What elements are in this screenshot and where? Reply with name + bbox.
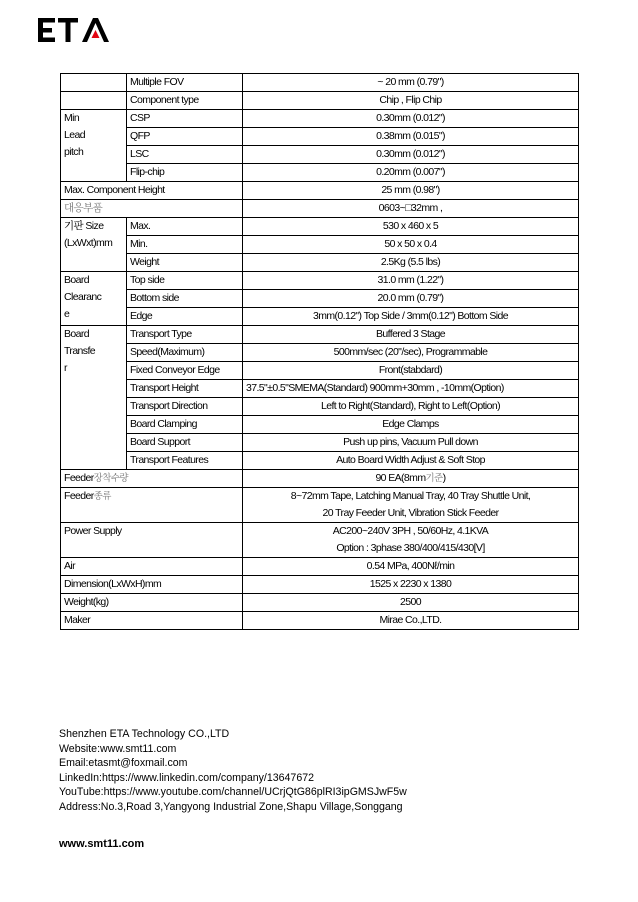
spec-value: 25 mm (0.98") (243, 182, 579, 200)
spec-label: Weight (127, 254, 243, 272)
table-row (61, 398, 579, 416)
spec-label: Feeder장착수량 (61, 470, 243, 488)
min-lead-pitch-label: Min Lead pitch (61, 110, 127, 182)
spec-label: Multiple FOV (127, 74, 243, 92)
spec-label: Bottom side (127, 290, 243, 308)
spec-value: 50 x 50 x 0.4 (243, 236, 579, 254)
spec-table (60, 73, 579, 630)
spec-label: Min. (127, 236, 243, 254)
spec-label: Max. (127, 218, 243, 236)
spec-label: CSP (127, 110, 243, 128)
spec-value: 2500 (243, 594, 579, 612)
table-row (61, 488, 579, 523)
table-row (61, 576, 579, 594)
table-row (61, 594, 579, 612)
linkedin-line[interactable]: LinkedIn:https://www.linkedin.com/company/13647672 (59, 771, 314, 784)
table-row (61, 434, 579, 452)
spec-label: Flip-chip (127, 164, 243, 182)
spec-label: Component type (127, 92, 243, 110)
table-row (61, 452, 579, 470)
table-row (61, 523, 579, 558)
spec-value: 500mm/sec (20"/sec), Programmable (243, 344, 579, 362)
spec-value: Chip , Flip Chip (243, 92, 579, 110)
table-row (61, 182, 579, 200)
spec-value: 0.30mm (0.012") (243, 146, 579, 164)
spec-label: Power Supply (61, 523, 243, 558)
spec-value: Front(stabdard) (243, 362, 579, 380)
table-row (61, 200, 579, 218)
spec-label: LSC (127, 146, 243, 164)
spec-label: Transport Direction (127, 398, 243, 416)
table-row (61, 558, 579, 576)
site-url-link[interactable]: www.smt11.com (59, 838, 145, 850)
spec-label: Dimension(LxWxH)mm (61, 576, 243, 594)
table-row (61, 416, 579, 434)
spec-value: 31.0 mm (1.22") (243, 272, 579, 290)
spec-label: Maker (61, 612, 243, 630)
table-row (61, 128, 579, 146)
spec-value: ~ 20 mm (0.79") (243, 74, 579, 92)
spec-value: 0603~□32mm , (243, 200, 579, 218)
company-contact (59, 727, 407, 815)
spec-value: 0.54 MPa, 400Nℓ/min (243, 558, 579, 576)
spec-label: Feeder종류 (61, 488, 243, 523)
table-row (61, 254, 579, 272)
spec-value: Auto Board Width Adjust & Soft Stop (243, 452, 579, 470)
spec-value: 8~72mm Tape, Latching Manual Tray, 40 Tray Shuttle Unit, 20 Tray Feeder Unit, Vibration Stick Feeder (243, 488, 579, 523)
spec-label: Air (61, 558, 243, 576)
table-row (61, 110, 579, 128)
board-clearance-label: Board Clearanc e (61, 272, 127, 326)
table-row (61, 362, 579, 380)
spec-label: Weight(kg) (61, 594, 243, 612)
email-line[interactable]: Email:etasmt@foxmail.com (59, 757, 188, 770)
spec-value: 530 x 460 x 5 (243, 218, 579, 236)
spec-value: Mirae Co.,LTD. (243, 612, 579, 630)
board-size-label: 기판 Size (LxWxt)mm (61, 218, 127, 272)
table-row (61, 470, 579, 488)
spec-label: Board Clamping (127, 416, 243, 434)
table-row (61, 146, 579, 164)
spec-label: Speed(Maximum) (127, 344, 243, 362)
table-row (61, 612, 579, 630)
table-row (61, 218, 579, 236)
spec-value: Left to Right(Standard), Right to Left(Option) (243, 398, 579, 416)
table-row (61, 290, 579, 308)
spec-label: Transport Features (127, 452, 243, 470)
spec-value: 1525 x 2230 x 1380 (243, 576, 579, 594)
website-line[interactable]: Website:www.smt11.com (59, 742, 177, 755)
spec-label: Board Support (127, 434, 243, 452)
spec-label: Max. Component Height (61, 182, 243, 200)
spec-label: Fixed Conveyor Edge (127, 362, 243, 380)
table-row (61, 344, 579, 362)
table-row (61, 326, 579, 344)
table-row (61, 272, 579, 290)
spec-label: Transport Type (127, 326, 243, 344)
spec-label: QFP (127, 128, 243, 146)
spec-value: Edge Clamps (243, 416, 579, 434)
youtube-line[interactable]: YouTube:https://www.youtube.com/channel/UCrjQtG86plRI3ipGMSJwF5w (59, 786, 407, 799)
spec-value: Push up pins, Vacuum Pull down (243, 434, 579, 452)
spec-value: Buffered 3 Stage (243, 326, 579, 344)
table-row (61, 164, 579, 182)
table-row (61, 236, 579, 254)
spec-value: 0.20mm (0.007") (243, 164, 579, 182)
spec-value: 90 EA(8mm기준) (243, 470, 579, 488)
spec-value: 20.0 mm (0.79") (243, 290, 579, 308)
company-name: Shenzhen ETA Technology CO.,LTD (59, 728, 230, 740)
spec-value: 0.30mm (0.012") (243, 110, 579, 128)
spec-label: 대응부품 (61, 200, 243, 218)
table-row (61, 74, 579, 92)
eta-logo (38, 16, 110, 44)
table-row (61, 92, 579, 110)
spec-value: 37.5"±0.5"SMEMA(Standard) 900mm+30mm , -10mm(Option) (243, 380, 579, 398)
board-transfer-label: Board Transfe r (61, 326, 127, 470)
spec-value: 0.38mm (0.015") (243, 128, 579, 146)
spec-value: AC200~240V 3PH , 50/60Hz, 4.1KVA Option : 3phase 380/400/415/430[V] (243, 523, 579, 558)
table-row (61, 380, 579, 398)
spec-label: Transport Height (127, 380, 243, 398)
table-row (61, 308, 579, 326)
address-line: Address:No.3,Road 3,Yangyong Industrial Zone,Shapu Village,Songgang (59, 800, 403, 813)
spec-label: Top side (127, 272, 243, 290)
spec-label: Edge (127, 308, 243, 326)
spec-value: 2.5Kg (5.5 lbs) (243, 254, 579, 272)
spec-value: 3mm(0.12") Top Side / 3mm(0.12") Bottom Side (243, 308, 579, 326)
